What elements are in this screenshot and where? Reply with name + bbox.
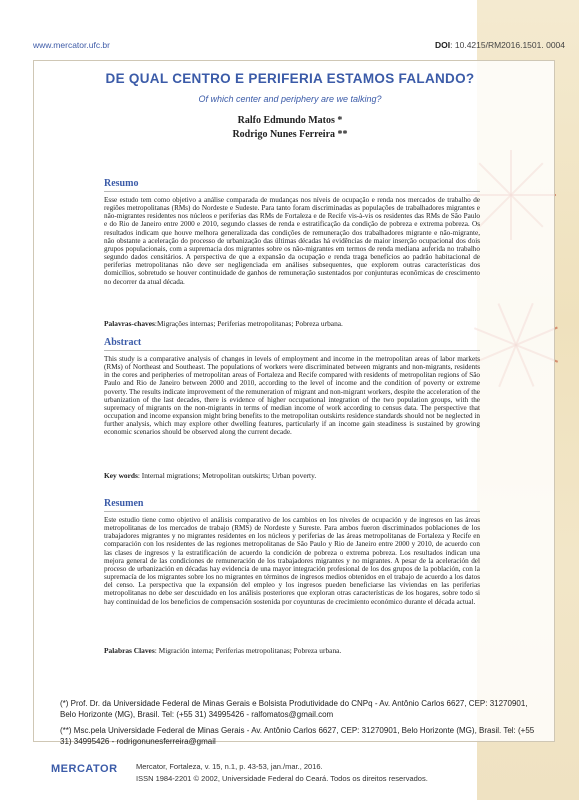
article-title: DE QUAL CENTRO E PERIFERIA ESTAMOS FALANDO? [105,71,475,86]
resumo-keywords-label: Palavras-chaves [104,319,155,328]
author-1: Ralfo Edmundo Matos * [237,115,343,126]
resumo-heading: Resumo [104,178,139,189]
author-2: Rodrigo Nunes Ferreira ** [232,129,348,140]
resumen-keywords [104,646,480,655]
resumo-text: Esse estudo tem como objetivo a análise comparada de mudanças nos níveis de ocupação e renda nos mercados de trabalho de regiões metropolitanas (RMs) do Nordeste e Sudeste. Para tanto foram discriminadas as populações de trabalhadores migrantes e não-migrantes residentes nos núcleos e periferias das RMs de Fortaleza e de Recife vis-à-vis os residentes das RMs de São Paulo e do Rio de Janeiro entre 2000 e 2010, segundo classes de renda e estratificação da condição de pobreza e extrema pobreza. Os resultados indicam que houve melhora generalizada das condições de remuneração dos trabalhadores migrante e não-migrante, não obstante a aceleração do processo de urbanização das últimas décadas há evidências de maior inserção ocupacional dos dois grupos populacionais, com a supremacia dos migrantes sobre os não-migrantes em termos de renda mediana auferida no trabalho segundo dados censitários. A perspectiva de que a expansão da ocupação e renda traga benefícios ao padrão habitacional de periferias metropolitanas não deve ser negligenciada em análises subsequentes, que explorem outras características dos domicílios, sobretudo se houver continuidade de ganhos de remuneração sustentados por conjunturas econômicas de crescimento no decorrer da atual década. [104,196,480,286]
divider [104,511,480,512]
copyright-notice: ISSN 1984-2201 © 2002, Universidade Federal do Ceará. Todos os direitos reservados. [136,774,428,783]
article-subtitle: Of which center and periphery are we talking? [198,94,382,104]
journal-citation: Mercator, Fortaleza, v. 15, n.1, p. 43-53, jan./mar., 2016. [136,762,323,771]
footnote-author-1: (*) Prof. Dr. da Universidade Federal de Minas Gerais e Bolsista Produtividade do CNPq - Av. Antônio Carlos 6627, CEP: 31270901, Belo Horizonte (MG), Brasil. Tel: (+55 31) 34995426 - ralfomatos@gmail.com [60,699,528,719]
resumen-heading: Resumen [104,498,144,509]
abstract-keywords-text: : Internal migrations; Metropolitan outskirts; Urban poverty. [137,471,317,480]
mercator-logo: MERCATOR [51,763,118,775]
resumen-keywords-text: : Migración interna; Periferias metropolitanas; Pobreza urbana. [154,646,342,655]
resumen-text: Este estudio tiene como objetivo el análisis comparativo de los cambios en los niveles de ocupación y de ingresos en las áreas metropolitanas de los mercados de trabajo (RMS) de Nordeste y Sureste. Para ambos fueron discriminados poblaciones de los trabajadores migrantes y no migrantes residentes en los núcleos y periferias de las áreas metropolitanas de Fortaleza y Recife en comparación con los residentes de las regiones metropolitanas de São Paulo y Rio de Janeiro entre 2000 y 2010, de acuerdo con las clases de ingresos y la estratificación de acuerdo la condición de pobreza o extrema pobreza. Los resultados indican una mejora general de las condiciones de remuneración de los trabajadores migrantes y no migrantes. A pesar de la aceleración del proceso de urbanización en décadas hay evidencia de una mayor integración profesional de los dos grupos de la población, con la supremacía de los migrantes sobre los no migrantes en términos de ingresos medios obtenidos en el trabajo de acuerdo a los datos del censo. La perspectiva que la expansión del empleo y los ingresos pueden beneficiarse las viviendas en las periferias metropolitanas no debe ser descuidado en los análisis posteriores que exploran otras características de los hogares, sobre todo si hay continuidad de los beneficios de compensación sostenida por coyunturas de crecimiento económico durante el década actual. [104,516,480,606]
divider [104,350,480,351]
resumo-keywords [104,319,480,328]
divider [104,191,480,192]
doi-value: : 10.4215/RM2016.1501. 0004 [450,40,565,50]
resumen-keywords-label: Palabras Claves [104,646,155,655]
abstract-heading: Abstract [104,337,142,348]
footnote-author-2: (**) Msc.pela Universidade Federal de Minas Gerais - Av. Antônio Carlos 6627, CEP: 31270901, Belo Horizonte (MG), Brasil. Tel: (+55 31) 34995426 - rodrigonunesferreira@gmail [60,726,535,746]
doi [435,40,565,50]
resumo-keywords-text: :Migrações internas; Periferias metropolitanas; Pobreza urbana. [154,319,343,328]
abstract-text: This study is a comparative analysis of changes in levels of employment and income in the metropolitan areas of labor markets (RMs) of Northeast and Southeast. The populations of workers were discriminated between migrants and non-migrants, residents in the cores and peripheries of metropolitan areas of Fortaleza and Recife compared with residents of metropolitan regions of São Paulo and Rio de Janeiro between 2000 and 2010, according to the level of income and the condition of poverty or extreme poverty. The results indicate improvement of the remuneration of migrant and non-migrant workers, despite the acceleration of the urbanization of the last decades, there is evidence of higher occupational integration of the two population groups, with the supremacy of migrants on the non-migrants in terms of median income of work according to census data. The perspective that occupation and income expansion might bring benefits to the metropolitan outskirts residence standards should not be neglected in further analysis, which may explore other dwelling features, particularly if an income gain steadiness is sustained by growing economic scenarios should be observed along the current decade. [104,355,480,437]
abstract-keywords [104,471,480,480]
abstract-keywords-label: Key words [104,471,138,480]
doi-label: DOI [435,40,451,50]
site-link[interactable]: www.mercator.ufc.br [33,40,110,50]
